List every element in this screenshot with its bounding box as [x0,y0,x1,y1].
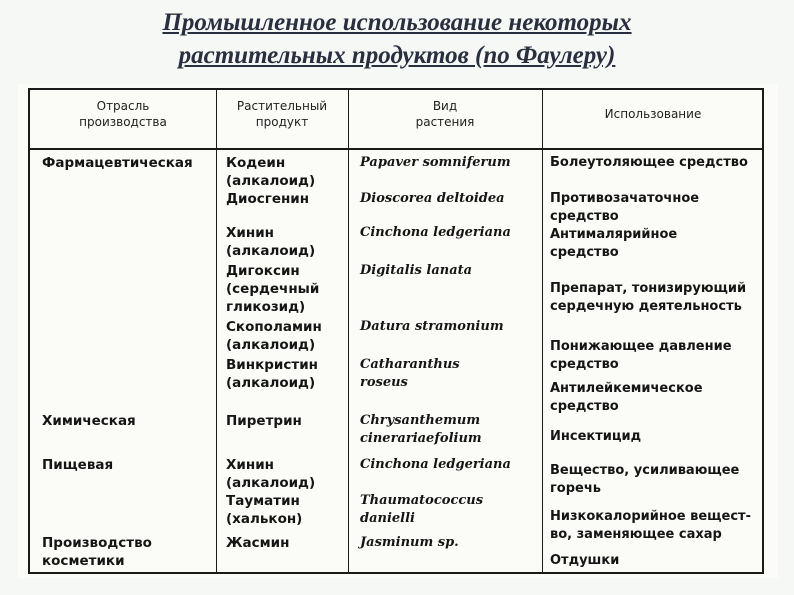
usage-cell: средство [550,357,619,372]
product-cell: (алкалоид) [226,375,316,391]
header-product: Растительный продукт [236,99,328,129]
product-cell: (сердечный [226,281,320,297]
product-cell: Пиретрин [226,413,302,429]
plant-cell: Thaumatococcus [360,493,484,508]
plant-cell: danielli [360,511,415,526]
column-divider [216,90,217,572]
column-divider [542,90,543,572]
usage-cell: во, заменяющее сахар [550,527,722,542]
header-usage: Использование [604,107,702,121]
product-cell: (алкалоид) [226,173,316,189]
usage-cell: Болеутоляющее средство [550,155,748,170]
plant-cell: Cinchona ledgeriana [360,225,511,240]
column-divider [348,90,349,572]
product-cell: гликозид) [226,299,306,315]
usage-cell: Антилейкемическое [550,381,703,396]
product-cell: Винкристин [226,357,318,373]
plant-cell: Datura stramonium [360,319,504,334]
product-cell: Жасмин [226,535,290,551]
usage-cell: Понижающее давление [550,339,732,354]
usage-cell: сердечную деятельность [550,299,742,314]
product-cell: Кодеин [226,155,286,171]
usage-cell: Антималярийное [550,227,678,242]
header-divider [30,148,762,150]
data-table [28,88,764,574]
usage-cell: Низкокалорийное вещест- [550,509,751,524]
usage-cell: Инсектицид [550,429,642,444]
industry-cell: Производство [42,535,152,551]
usage-cell: Вещество, усиливающее [550,463,740,478]
plant-cell: Catharanthus [360,357,460,372]
plant-cell: Jasminum sp. [360,535,459,550]
usage-cell: средство [550,209,619,224]
product-cell: (алкалоид) [226,475,316,491]
industry-cell: Пищевая [42,457,114,473]
plant-cell: Chrysanthemum [360,413,481,428]
product-cell: (алкалоид) [226,243,316,259]
usage-cell: горечь [550,481,601,496]
usage-cell: средство [550,399,619,414]
product-cell: (алкалоид) [226,337,316,353]
product-cell: Скополамин [226,319,322,335]
industry-cell: Химическая [42,413,136,429]
product-cell: Дигоксин [226,263,300,279]
plant-cell: Cinchona ledgeriana [360,457,511,472]
header-plant: Вид растения [415,99,475,129]
plant-cell: Dioscorea deltoidea [360,191,505,206]
header-industry: Отрасль производства [79,99,167,129]
plant-cell: roseus [360,375,408,390]
plant-cell: Papaver somniferum [360,155,511,170]
plant-cell: Digitalis lanata [360,263,473,278]
product-cell: Хинин [226,225,274,241]
plant-cell: cinerariaefolium [360,431,482,446]
product-cell: (халькон) [226,511,303,527]
title-line-1: Промышленное использование некоторых [162,9,632,36]
industry-cell: Фармацевтическая [42,155,193,171]
slide-title [0,6,794,72]
scanned-table-image [18,84,778,578]
title-line-2: растительных продуктов (по Фаулеру) [178,42,616,69]
product-cell: Диосгенин [226,191,310,207]
industry-cell: косметики [42,553,125,569]
product-cell: Хинин [226,457,274,473]
usage-cell: Препарат, тонизирующий [550,281,747,296]
usage-cell: Противозачаточное [550,191,700,206]
usage-cell: Отдушки [550,553,620,568]
usage-cell: средство [550,245,619,260]
product-cell: Тауматин [226,493,300,509]
